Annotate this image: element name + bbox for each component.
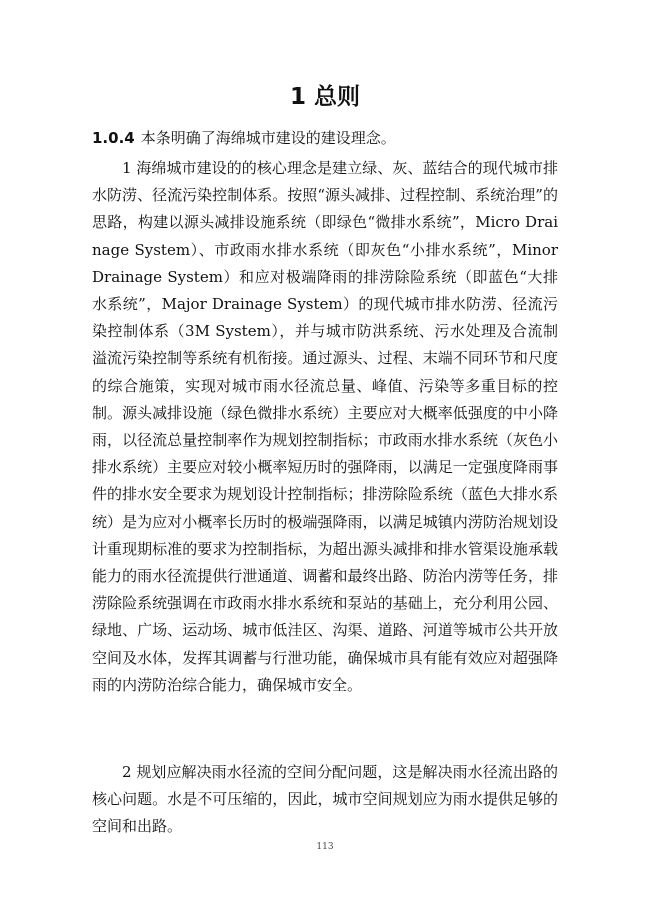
section-heading bbox=[92, 125, 562, 151]
chapter-title: 1 总则 bbox=[289, 84, 360, 110]
section-number: 1.0.4 bbox=[92, 129, 135, 147]
paragraph-2: 2 规划应解决雨水径流的空间分配问题，这是解决雨水径流出路的核心问题。水是不可压缩的，因此，城市空间规划应为雨水提供足够的空间和出路。 bbox=[92, 763, 558, 836]
section-heading-text: 本条明确了海绵城市建设的建设理念。 bbox=[140, 129, 396, 147]
paragraph-1: 1 海绵城市建设的的核心理念是建立绿、灰、蓝结合的现代城市排水防涝、径流污染控制体系。按照“源头减排、过程控制、系统治理”的思路，构建以源头减排设施系统（即绿色“微排水系统”，Micro Drainage System）、市政雨水排水系统（即灰色“小排水系统”，Minor Drainage System）和应对极端降雨的排涝除险系统（即蓝色“大排水系统”，Major Drainage System）的现代城市排水防涝、径流污染控制体系（3M System），并与城市防洪系统、污水处理及合流制溢流污染控制等系统有机衔接。通过源头、过程、末端不同环节和尺度的综合施策，实现对城市雨水径流总量、峰值、污染等多重目标的控制。源头减排设施（绿色微排水系统）主要应对大概率低强度的中小降雨，以径流总量控制率作为规划控制指标；市政雨水排水系统（灰色小排水系统）主要应对较小概率短历时的强降雨，以满足一定强度降雨事件的排水安全要求为规划设计控制指标；排涝除险系统（蓝色大排水系统）是为应对小概率长历时的极端强降雨，以满足城镇内涝防治规划设计重现期标准的要求为控制指标，为超出源头减排和排水管渠设施承载能力的雨水径流提供行泄通道、调蓄和最终出路、防治内涝等任务，排涝除险系统强调在市政雨水排水系统和泵站的基础上，充分利用公园、绿地、广场、运动场、城市低洼区、沟渠、道路、河道等城市公共开放空间及水体，发挥其调蓄与行泄功能，确保城市具有能有效应对超强降雨的内涝防治综合能力，确保城市安全。 bbox=[92, 159, 558, 694]
page-number: 113 bbox=[316, 842, 334, 852]
